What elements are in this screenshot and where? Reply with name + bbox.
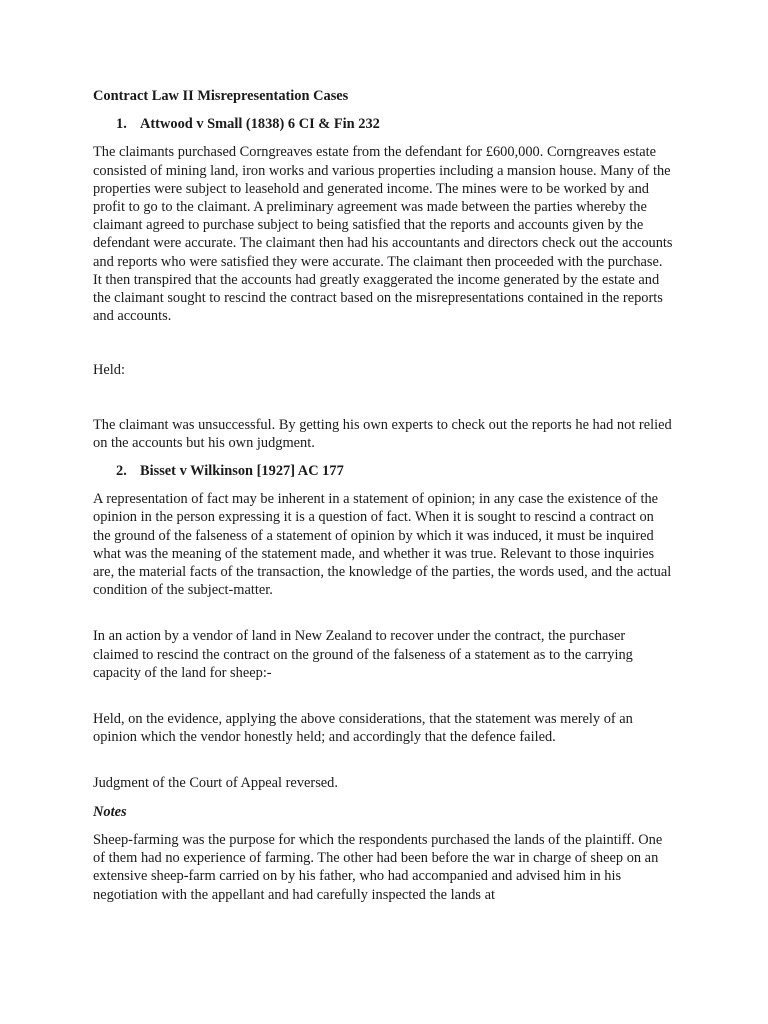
case-1-facts: The claimants purchased Corngreaves estate from the defendant for £600,000. Corngreaves estate consisted of mining land, iron works and various properties including a mansion house. Many of the properties were subject to leasehold and generated income. The mines were to be worked by and profit to go to the claimant. A preliminary agreement was made between the parties whereby the claimant agreed to purchase subject to being satisfied that the reports and accounts given by the defendant were accurate. The claimant then had his accountants and directors check out the accounts and reports who were satisfied they were accurate. The claimant then proceeded with the purchase. It then transpired that the accounts had greatly exaggerated the income generated by the estate and the claimant sought to rescind the contract based on the misrepresentations contained in the reports and accounts. — [93, 144, 673, 325]
case-1-heading — [93, 115, 673, 133]
case-2-number: 2. — [116, 463, 127, 480]
case-1-number: 1. — [116, 116, 127, 133]
case-1-title: Attwood v Small (1838) 6 CI & Fin 232 — [140, 116, 380, 133]
case-2-heading — [93, 462, 673, 480]
case-2-title: Bisset v Wilkinson [1927] AC 177 — [140, 463, 344, 480]
document-body — [93, 87, 673, 914]
case-1-held-text: The claimant was unsuccessful. By getting his own experts to check out the reports he had not relied on the accounts but his own judgment. — [93, 416, 672, 451]
case-2-judgment: Judgment of the Court of Appeal reversed. — [93, 775, 338, 792]
case-1-held-label: Held: — [93, 362, 125, 379]
case-2-principle: A representation of fact may be inherent in a statement of opinion; in any case the existence of the opinion in the person expressing it is a question of fact. When it is sought to rescind a contract on the ground of the falseness of a statement of opinion by which it was induced, it must be inquired what was the meaning of the statement made, and whether it was true. Relevant to those inquiries are, the material facts of the transaction, the knowledge of the parties, the words used, and the actual condition of the subject-matter. — [93, 491, 672, 599]
case-2-facts: In an action by a vendor of land in New Zealand to recover under the contract, the purchaser claimed to rescind the contract on the ground of the falseness of a statement as to the carrying capacity of the land for sheep:- — [93, 628, 633, 681]
notes-heading: Notes — [93, 803, 127, 820]
case-2-held: Held, on the evidence, applying the above considerations, that the statement was merely of an opinion which the vendor honestly held; and accordingly that the defence failed. — [93, 711, 633, 746]
document-title: Contract Law II Misrepresentation Cases — [93, 88, 349, 104]
notes-text: Sheep-farming was the purpose for which the respondents purchased the lands of the plaintiff. One of them had no experience of farming. The other had been before the war in charge of sheep on an extensive sheep-farm carried on by his father, who had accompanied and advised him in his negotiation with the appellant and had carefully inspected the lands at — [93, 831, 663, 903]
